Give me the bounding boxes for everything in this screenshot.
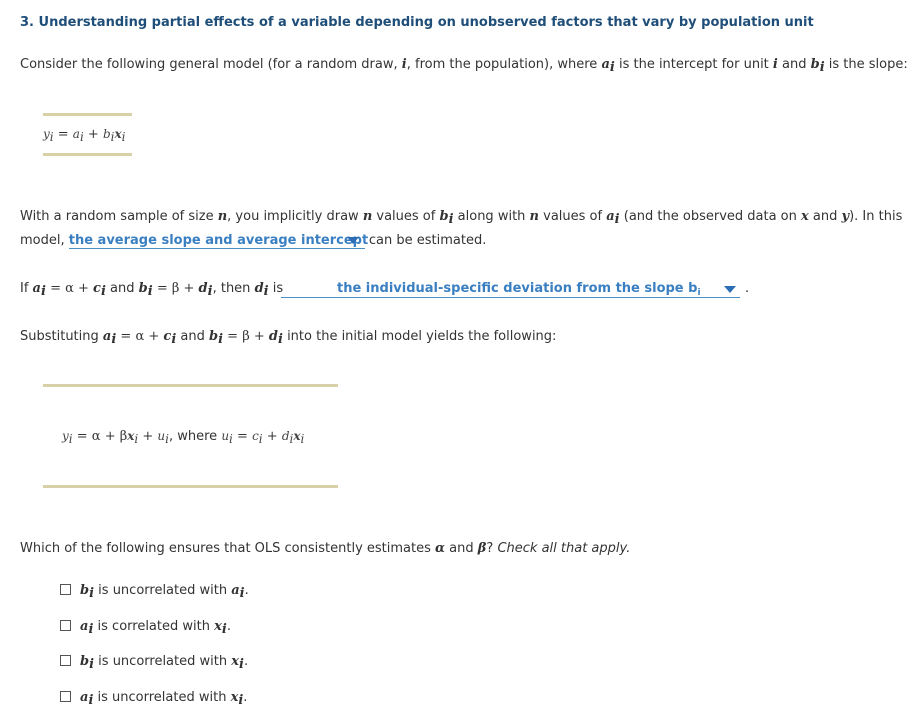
option-checkbox-2[interactable] [60,620,71,631]
option-checkbox-1[interactable] [60,584,71,595]
deviation-text: If $a_i = \alpha + c_i$ and $b_i = \beta + d_i$, then $d_i$ is [20,281,284,299]
result-equation: $y_i = \alpha + \beta x_i + u_i$, where $u_i = c_i + d_ix_i$ [62,429,305,446]
chevron-down-icon [724,286,736,293]
sample-text-line2: model, the average slope and average intercept can be estimated. [20,233,487,248]
model-equation: $y_i = a_i + b_ix_i$ [43,127,126,144]
result-rule-bottom [43,485,338,488]
estimation-dropdown[interactable] [68,233,369,249]
option-checkbox-4[interactable] [60,691,71,702]
check-all-instruction: Check all that apply. [497,541,631,556]
option-checkbox-3[interactable] [60,655,71,666]
estimation-dropdown-value: the average slope and average intercept [68,233,369,248]
deviation-dropdown[interactable] [281,281,740,298]
substitution-text: Substituting $a_i = \alpha + c_i$ and $b_i = \beta + d_i$ into the initial model yields the following: [20,329,557,347]
result-rule-top [43,384,338,387]
sample-text-line1: With a random sample of size n, you implicitly draw n values of $b_i$ along with n values of $a_i$ (and the observed data on x and y). In this [20,209,903,227]
equation-rule-top [43,113,132,116]
equation-rule-bottom [43,153,132,156]
option-label-1: $b_i$ is uncorrelated with $a_i$. [80,583,249,601]
option-label-3: $b_i$ is uncorrelated with $x_i$. [80,654,249,672]
option-label-4: $a_i$ is uncorrelated with $x_i$. [80,690,248,708]
intro-text: Consider the following general model (for a random draw, i, from the population), where $a_i$ is the intercept for unit i and $b_i$ is the slope: [20,57,908,75]
deviation-dropdown-value: the individual-specific deviation from the slope $b_i$ [337,281,701,298]
question-heading: 3. Understanding partial effects of a variable depending on unobserved factors that vary by population unit [20,15,814,30]
sentence-period: . [745,281,750,296]
option-label-2: $a_i$ is correlated with $x_i$. [80,619,231,637]
question-text: Which of the following ensures that OLS consistently estimates α and β? Check all that apply. [20,541,631,556]
chevron-down-icon [347,237,359,244]
